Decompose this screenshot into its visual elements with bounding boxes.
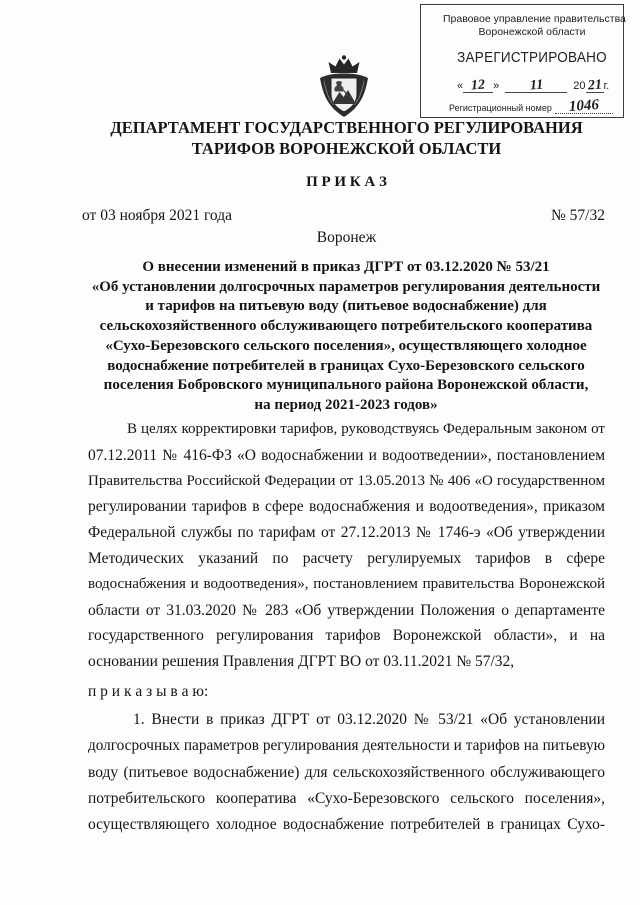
stamp-registration-number: 1046 <box>568 96 600 116</box>
document-date-number-row <box>82 206 605 226</box>
subject-line: поселения Бобровского муниципального района Воронежской области, <box>103 377 589 394</box>
preamble-line: 07.12.2011 № 416-ФЗ «О водоснабжении и водоотведении», постановлением <box>88 446 605 464</box>
subject-line: О внесении изменений в приказ ДГРТ от 03.12.2020 № 53/21 <box>142 259 550 275</box>
item-line: воду (питьевое водоснабжение) для сельскохозяйственного обслуживающего <box>88 763 605 781</box>
preamble-line: водоснабжения и водоотведения», постановлением правительства Воронежской <box>88 575 605 592</box>
stamp-date-day: 12 <box>470 77 486 94</box>
stamp-registration-row <box>449 94 619 114</box>
stamp-date-year-prefix: 20 <box>573 80 586 92</box>
stamp-date-open-quote: « <box>457 80 464 92</box>
subject-line: водоснабжение потребителей в границах Сухо-Березовского сельского <box>107 357 585 374</box>
preamble-line: государственного регулирования тарифов Воронежской области», и на <box>88 627 605 645</box>
department-title-line: ТАРИФОВ ВОРОНЕЖСКОЙ ОБЛАСТИ <box>191 139 502 158</box>
department-title <box>88 117 605 159</box>
document-type: П Р И К А З <box>306 174 387 190</box>
stamp-date-month: 11 <box>529 77 544 94</box>
item-line: потребительского кооператива «Сухо-Березовского сельского поселения», <box>88 789 605 807</box>
document-city: Воронеж <box>316 229 377 246</box>
preamble-line: регулировании тарифов в сфере водоснабжения и водоотведения», приказом <box>88 498 605 516</box>
item-line: 1. Внести в приказ ДГРТ от 03.12.2020 № 53/21 «Об установлении <box>133 711 605 728</box>
coat-of-arms-icon <box>314 54 374 118</box>
preamble-paragraph <box>88 417 605 675</box>
stamp-region-line: Воронежской области <box>478 26 586 38</box>
emblem-crown-orb <box>342 55 346 59</box>
stamp-date-year-suffix: 21 <box>586 77 603 94</box>
stamp-date-close-quote: » <box>493 80 500 92</box>
stamp-date-year-mark: г. <box>603 80 610 92</box>
subject-line: сельскохозяйственного обслуживающего потребительского кооператива <box>99 318 593 335</box>
item-line: долгосрочных параметров регулирования деятельности и тарифов на питьевую <box>88 737 605 755</box>
stamp-status: ЗАРЕГИСТРИРОВАНО <box>457 49 607 66</box>
emblem-crown <box>329 59 360 74</box>
stamp-registration-label: Регистрационный номер <box>449 103 552 113</box>
preamble-line: Методических указаний по расчету регулируемых тарифов в сфере <box>88 549 605 567</box>
subject-line: «Об установлении долгосрочных параметров регулирования деятельности <box>91 278 601 295</box>
preamble-line: области от 31.03.2020 № 283 «Об утверждении Положения о департаменте <box>88 601 605 619</box>
stamp-date-day-field <box>463 76 493 93</box>
preamble-line: основании решения Правления ДГРТ ВО от 03.11.2021 № 57/32, <box>88 653 515 671</box>
preamble-line: В целях корректировки тарифов, руководствуясь Федеральным законом от <box>127 421 605 437</box>
subject-line: и тарифов на питьевую воду (питьевое водоснабжение) для <box>145 298 547 315</box>
subject-line: «Сухо-Березовского сельского поселения», осуществляющего холодное <box>105 337 587 354</box>
item-line: осуществляющего холодное водоснабжение потребителей в границах Сухо- <box>88 816 605 834</box>
stamp-registration-number-field <box>555 97 613 114</box>
stamp-date-year-field <box>586 76 604 93</box>
document-date: от 03 ноября 2021 года <box>82 207 233 224</box>
stamp-date-row <box>457 73 617 93</box>
stamp-date-month-field <box>505 76 567 93</box>
document-subject <box>80 258 612 416</box>
department-title-line: ДЕПАРТАМЕНТ ГОСУДАРСТВЕННОГО РЕГУЛИРОВАНИЯ <box>110 118 583 137</box>
preamble-line: Правительства Российской Федерации от 13.05.2013 № 406 «О государственном <box>88 472 605 489</box>
order-word: п р и к а з ы в а ю: <box>88 683 209 700</box>
registration-stamp <box>420 4 624 118</box>
stamp-authority-line: Правовое управление правительства <box>443 13 626 25</box>
preamble-line: Федеральной службы по тарифам от 27.12.2013 № 1746-э «Об утверждении <box>88 524 605 542</box>
subject-line: на период 2021-2023 годов» <box>254 396 438 413</box>
order-item-1 <box>88 707 605 838</box>
document-number: № 57/32 <box>551 207 605 224</box>
